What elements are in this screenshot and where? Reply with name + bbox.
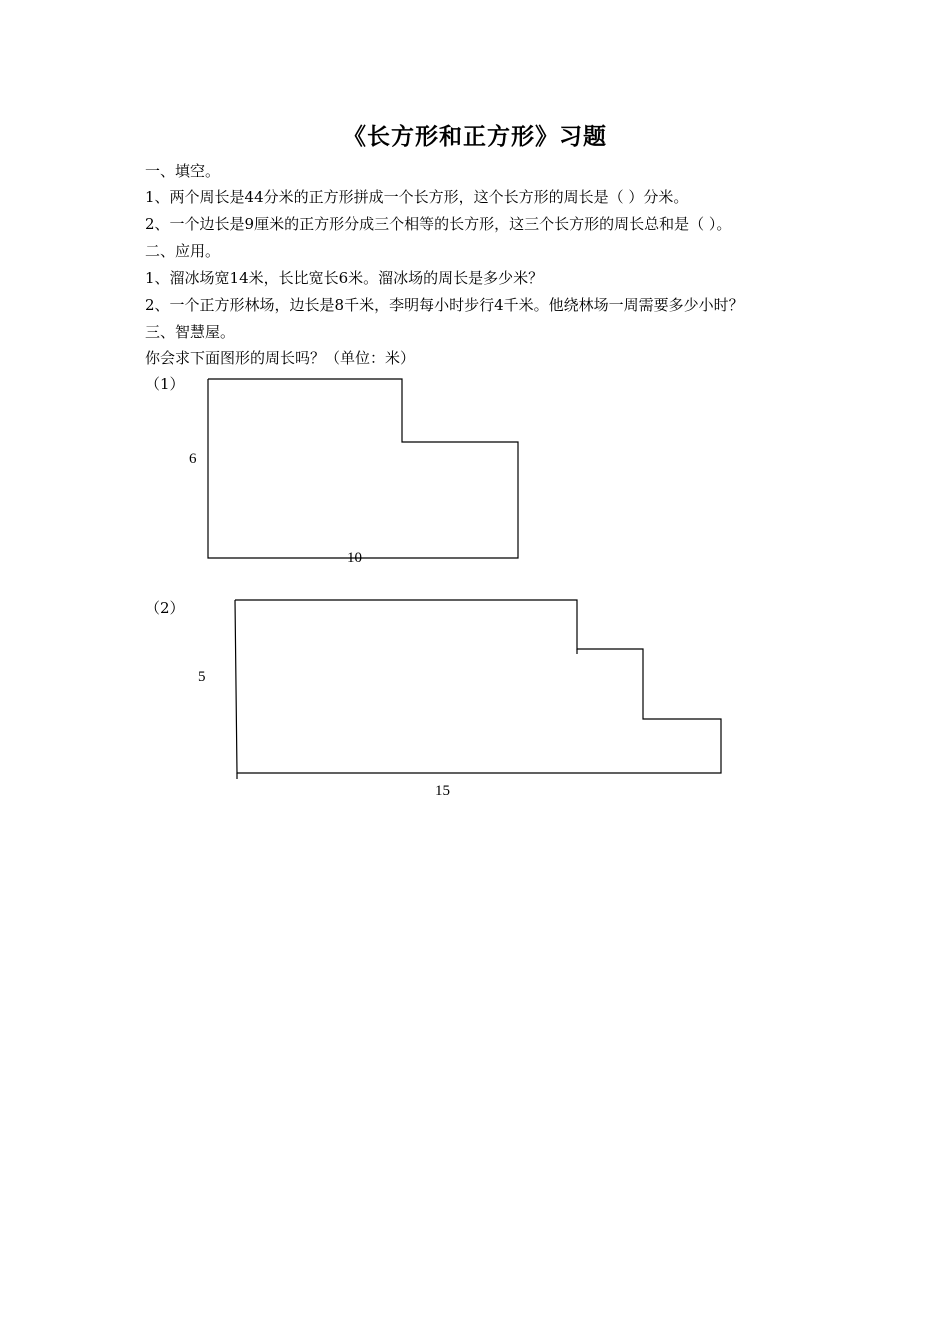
section-wisdom-heading: 三、智慧屋。 <box>145 323 236 341</box>
fill-blank-question-1: 1、两个周长是44分米的正方形拼成一个长方形，这个长方形的周长是（ ）分米。 <box>145 188 689 206</box>
figure-2-height-label: 5 <box>198 669 206 685</box>
application-question-2: 2、一个正方形林场，边长是8千米，李明每小时步行4千米。他绕林场一周需要多少小时？ <box>145 296 744 314</box>
figure-1-height-label: 6 <box>189 451 197 467</box>
figure-1-width-label: 10 <box>347 550 362 566</box>
section-application-heading: 二、应用。 <box>145 242 221 260</box>
page-title: 《长方形和正方形》习题 <box>343 123 607 150</box>
section-fill-blank-heading: 一、填空。 <box>145 162 221 180</box>
wisdom-prompt: 你会求下面图形的周长吗？（单位：米） <box>145 349 416 367</box>
fill-blank-question-2: 2、一个边长是9厘米的正方形分成三个相等的长方形，这三个长方形的周长总和是（ ）。 <box>145 215 732 233</box>
application-question-1: 1、溜冰场宽14米，长比宽长6米。溜冰场的周长是多少米？ <box>145 269 544 287</box>
figure-2-shape <box>235 600 721 773</box>
figure-2-label: （2） <box>145 599 185 617</box>
figure-1-shape <box>208 379 518 558</box>
figure-2-width-label: 15 <box>435 783 450 799</box>
figure-1-label: （1） <box>145 375 185 393</box>
